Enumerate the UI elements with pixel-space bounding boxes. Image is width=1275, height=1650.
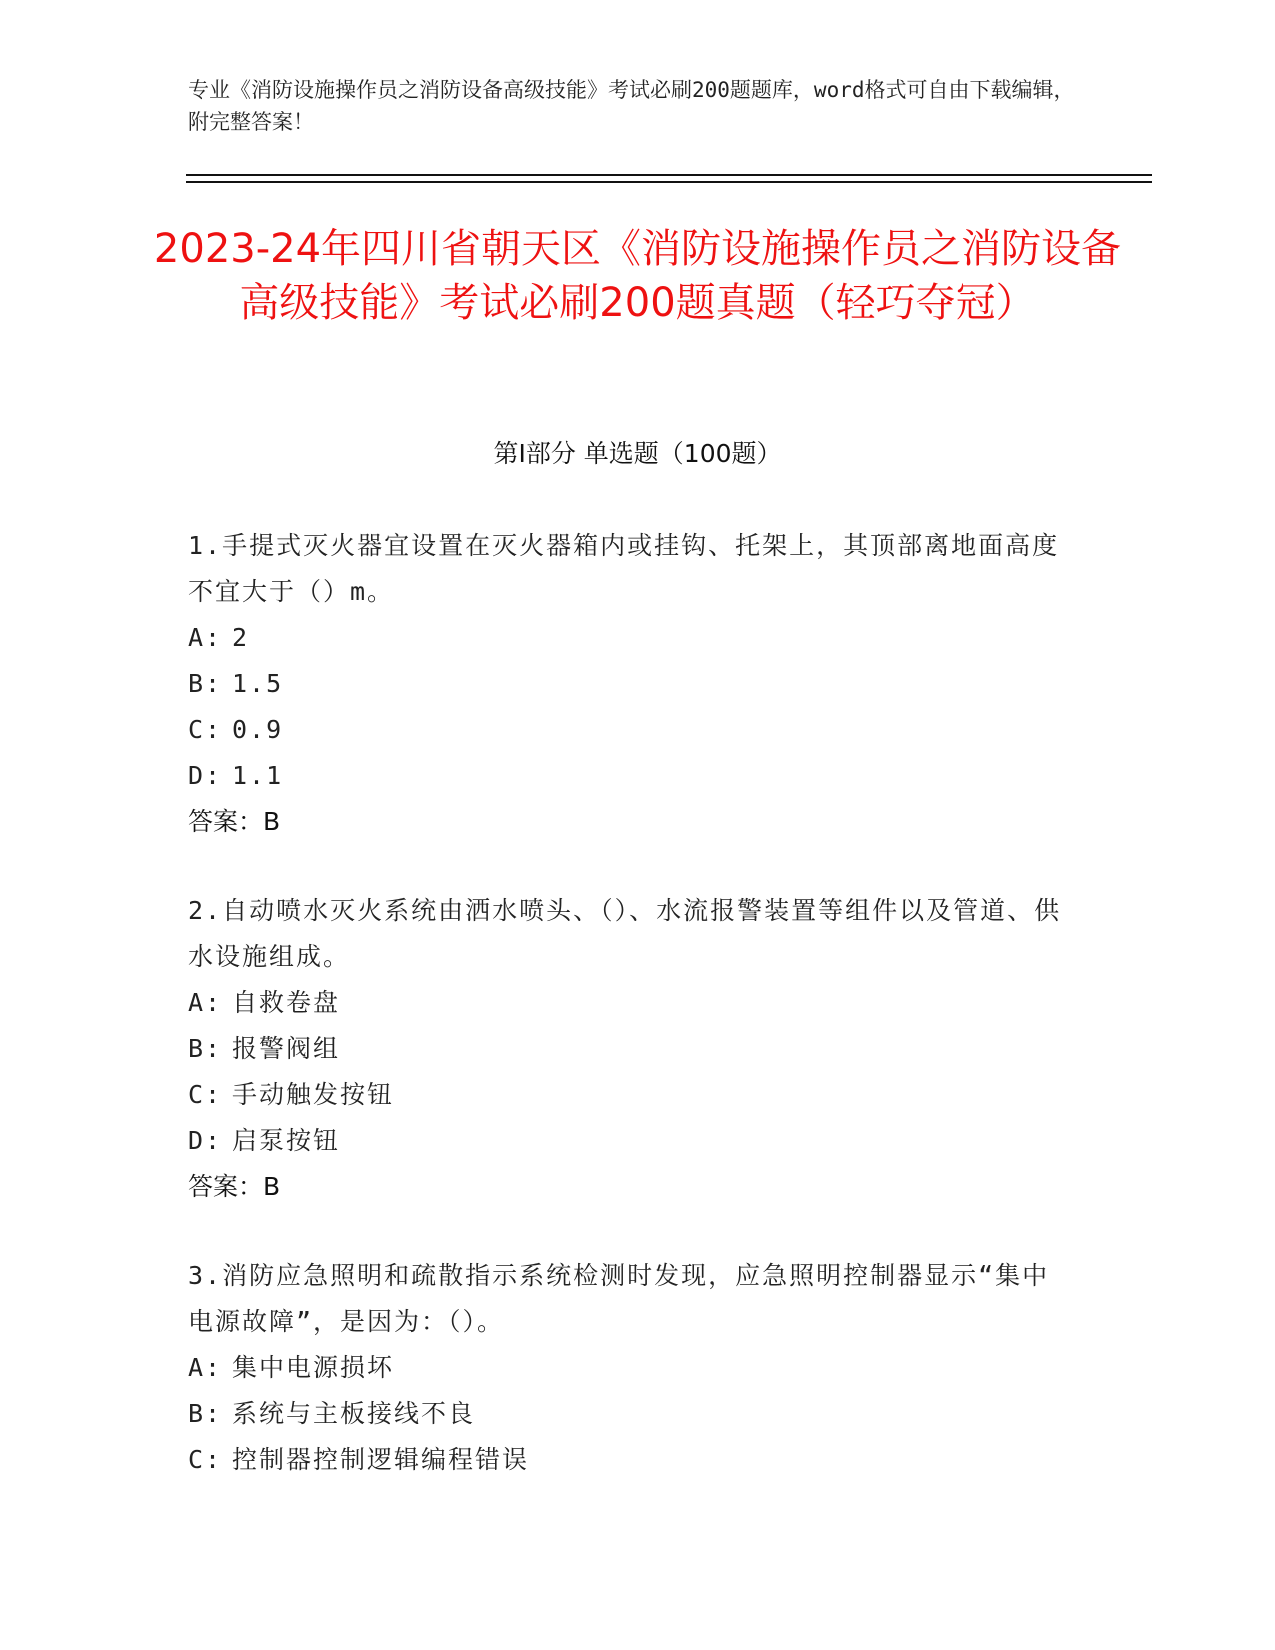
answer-label: 答案：B xyxy=(188,807,281,836)
question-text: 3.消防应急照明和疏散指示系统检测时发现，应急照明控制器显示“集中电源故障”，是因为：（）。 xyxy=(188,1261,1050,1336)
option-c: C: 手动触发按钮 xyxy=(188,1080,395,1109)
option-b: B: 1.5 xyxy=(188,669,284,698)
option-a: A: 集中电源损坏 xyxy=(188,1353,395,1382)
option-c: C: 控制器控制逻辑编程错误 xyxy=(188,1445,530,1474)
option-b: B: 报警阀组 xyxy=(188,1034,341,1063)
question-1 xyxy=(188,523,1068,845)
question-3 xyxy=(188,1253,1068,1483)
question-text: 2.自动喷水灭火系统由洒水喷头、（）、水流报警装置等组件以及管道、供水设施组成。 xyxy=(188,896,1062,971)
document-title: 2023-24年四川省朝天区《消防设施操作员之消防设备高级技能》考试必刷200题真题（轻巧夺冠） xyxy=(153,226,1122,326)
option-b: B: 系统与主板接线不良 xyxy=(188,1399,476,1428)
header-note: 专业《消防设施操作员之消防设备高级技能》考试必刷200题题库，word格式可自由下载编辑，附完整答案！ xyxy=(188,78,1075,134)
option-c: C: 0.9 xyxy=(188,715,284,744)
question-text: 1.手提式灭火器宜设置在灭火器箱内或挂钩、托架上，其顶部离地面高度不宜大于（）m。 xyxy=(188,531,1060,606)
option-d: D: 1.1 xyxy=(188,761,284,790)
option-a: A: 2 xyxy=(188,623,250,652)
section-title: 第Ⅰ部分 单选题（100题） xyxy=(493,439,782,468)
option-a: A: 自救卷盘 xyxy=(188,988,341,1017)
header-rule-bottom xyxy=(186,181,1152,183)
header-rule-top xyxy=(186,174,1152,176)
option-d: D: 启泵按钮 xyxy=(188,1126,341,1155)
question-2 xyxy=(188,888,1068,1210)
answer-label: 答案：B xyxy=(188,1172,281,1201)
